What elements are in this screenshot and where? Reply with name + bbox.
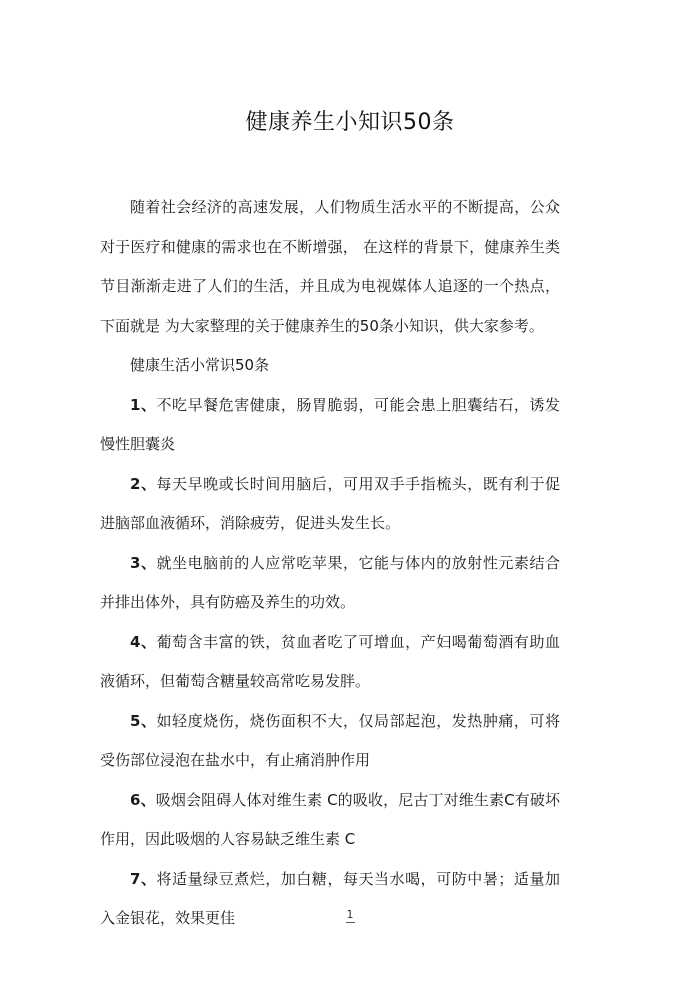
item-text: 吸烟会阻碍人体对维生素 C的吸收，尼古丁对维生素C有破坏作用，因此吸烟的人容易缺乏维生素 C — [100, 790, 560, 848]
list-item — [100, 544, 560, 623]
list-item — [100, 386, 560, 465]
document-body — [100, 188, 560, 939]
item-text: 将适量绿豆煮烂，加白糖，每天当水喝，可防中暑；适量加入金银花，效果更佳 — [100, 869, 560, 927]
item-number: 7、 — [130, 869, 157, 888]
item-text: 每天早晚或长时间用脑后，可用双手手指梳头，既有利于促进脑部血液循环，消除疲劳，促进头发生长。 — [100, 474, 560, 532]
item-number: 4、 — [130, 632, 157, 651]
item-number: 3、 — [130, 553, 157, 572]
intro-paragraph: 随着社会经济的高速发展，人们物质生活水平的不断提高，公众对于医疗和健康的需求也在不断增强， 在这样的背景下，健康养生类节目渐渐走进了人们的生活，并且成为电视媒体人追逐的一个热点，下面就是 为大家整理的关于健康养生的50条小知识，供大家参考。 — [100, 198, 560, 335]
list-item — [100, 781, 560, 860]
item-number: 5、 — [130, 711, 157, 730]
page-number-text: 1 — [346, 908, 354, 921]
list-item — [100, 623, 560, 702]
item-number: 6、 — [130, 790, 156, 809]
item-text: 不吃早餐危害健康，肠胃脆弱，可能会患上胆囊结石，诱发慢性胆囊炎 — [100, 395, 560, 453]
list-item — [100, 860, 560, 939]
item-text: 就坐电脑前的人应常吃苹果，它能与体内的放射性元素结合并排出体外，具有防癌及养生的功效。 — [100, 553, 560, 611]
item-text: 如轻度烧伤，烧伤面积不大，仅局部起泡，发热肿痛，可将受伤部位浸泡在盐水中，有止痛消肿作用 — [100, 711, 560, 769]
item-text: 葡萄含丰富的铁，贫血者吃了可增血，产妇喝葡萄酒有助血液循环，但葡萄含糖量较高常吃易发胖。 — [100, 632, 560, 690]
page-number — [0, 908, 700, 923]
item-number: 2、 — [130, 474, 157, 493]
page-title: 健康养生小知识50条 — [245, 110, 455, 135]
subheading: 健康生活小常识50条 — [130, 356, 270, 374]
item-number: 1、 — [130, 395, 157, 414]
list-item — [100, 465, 560, 544]
list-item — [100, 702, 560, 781]
